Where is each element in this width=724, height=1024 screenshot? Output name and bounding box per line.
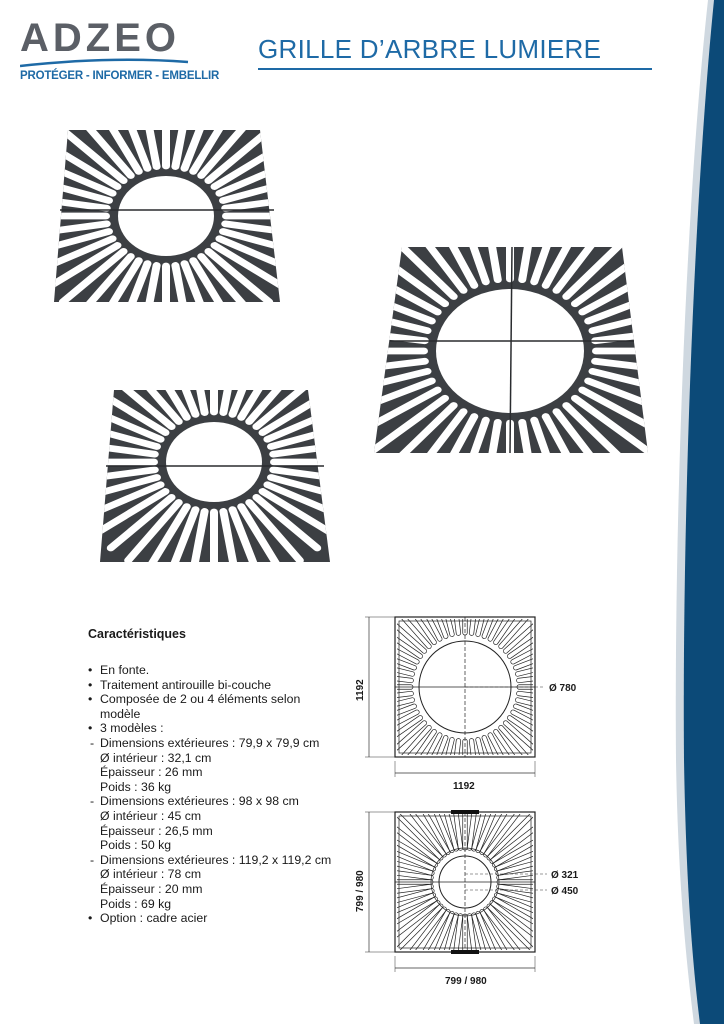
specifications-heading: Caractéristiques xyxy=(88,627,186,641)
spec-item: Épaisseur : 26,5 mm xyxy=(100,823,213,838)
specifications-list xyxy=(88,663,358,926)
brand-name: ADZEO xyxy=(20,16,180,60)
brand-tagline: PROTÉGER - INFORMER - EMBELLIR xyxy=(20,70,220,82)
spec-item: Poids : 36 kg xyxy=(100,779,172,794)
spec-item: Ø intérieur : 45 cm xyxy=(100,808,202,823)
drawing-top-diameter-label: Ø 780 xyxy=(549,683,577,694)
spec-item: Ø intérieur : 32,1 cm xyxy=(100,750,212,765)
spec-item: Poids : 69 kg xyxy=(100,896,172,911)
spec-item: • En fonte. xyxy=(88,663,358,678)
drawing-bottom-inner-diameter-label: Ø 321 xyxy=(551,870,579,881)
title-underline xyxy=(258,68,652,70)
spec-item: - Dimensions extérieures : 119,2 x 119,2 cm xyxy=(88,853,358,868)
spec-item: Ø intérieur : 78 cm xyxy=(100,867,202,882)
spec-item: • 3 modèles : xyxy=(88,721,358,736)
spec-item: modèle xyxy=(100,706,141,721)
spec-item: Épaisseur : 26 mm xyxy=(100,765,203,780)
grille-photo-small xyxy=(52,128,282,304)
spec-item: Poids : 50 kg xyxy=(100,838,172,853)
technical-drawing-large xyxy=(355,605,595,800)
logo-swoosh-icon xyxy=(20,58,190,68)
drawing-bottom-outer-diameter-label: Ø 450 xyxy=(551,886,579,897)
brand-logo xyxy=(20,14,220,94)
drawing-bottom-width-label: 799 / 980 xyxy=(445,976,487,987)
spec-item: • Composée de 2 ou 4 éléments selon xyxy=(88,692,358,707)
grille-photo-large xyxy=(372,245,650,455)
technical-drawing-small xyxy=(355,800,595,995)
drawing-grille-outline xyxy=(367,605,563,785)
spec-item: Épaisseur : 20 mm xyxy=(100,881,203,896)
drawing-top-height-label: 1192 xyxy=(355,679,366,701)
spec-item: - Dimensions extérieures : 98 x 98 cm xyxy=(88,794,358,809)
drawing-top-width-label: 1192 xyxy=(453,781,475,792)
drawing-bottom-height-label: 799 / 980 xyxy=(355,870,366,912)
grille-photo-medium xyxy=(98,388,332,564)
spec-item: • Traitement antirouille bi-couche xyxy=(88,678,358,693)
spec-item: - Dimensions extérieures : 79,9 x 79,9 cm xyxy=(88,736,358,751)
page-title: GRILLE D’ARBRE LUMIERE xyxy=(258,34,602,64)
specifications-section xyxy=(88,627,358,926)
spec-item: • Option : cadre acier xyxy=(88,911,358,926)
side-decorative-band xyxy=(664,0,724,1024)
